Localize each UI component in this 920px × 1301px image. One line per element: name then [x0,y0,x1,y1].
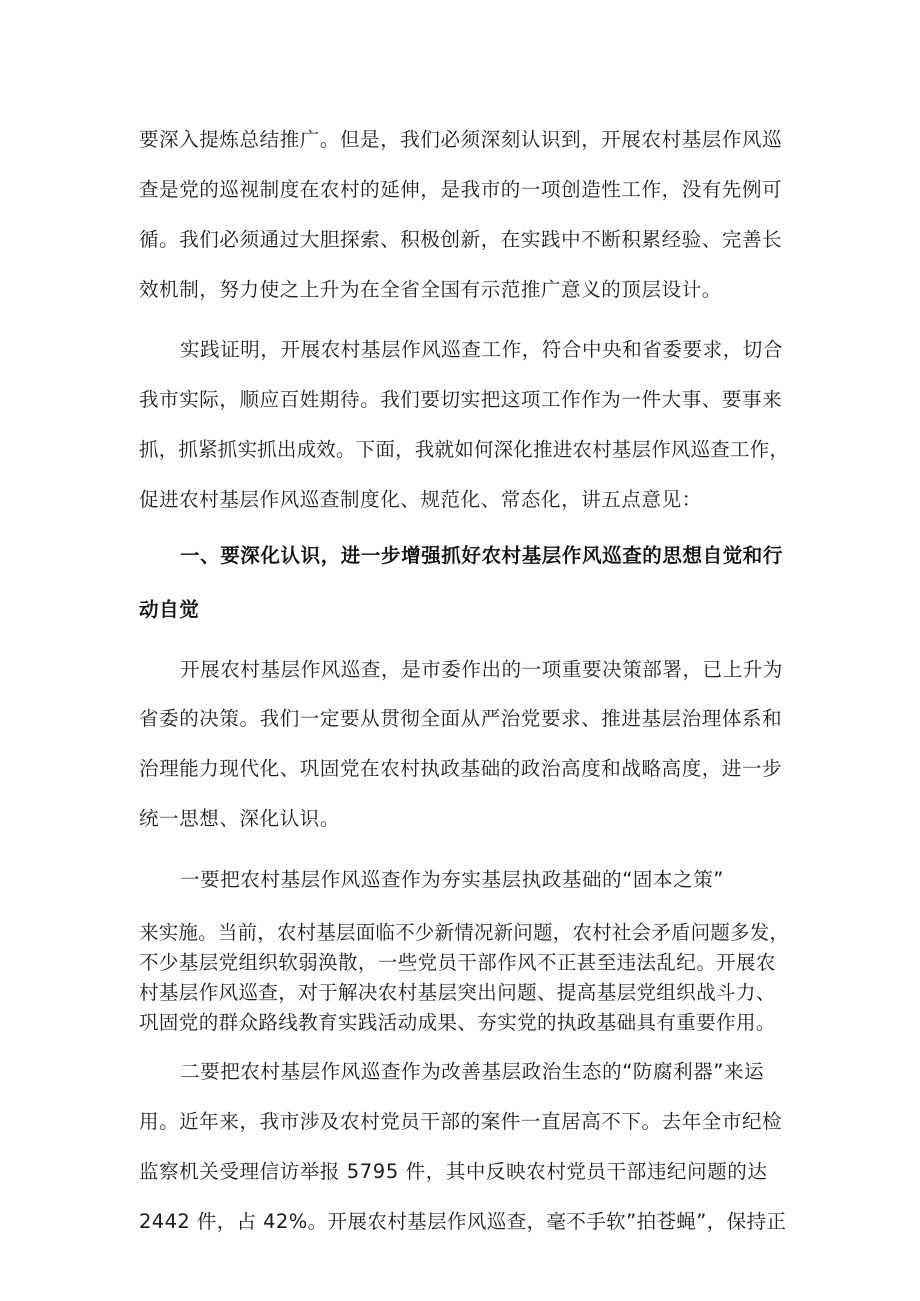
paragraph-3-line-4: 统一思想、深化认识。 [139,807,341,830]
paragraph-5-line-1: 来实施。当前，农村基层面临不少新情况新问题，农村社会矛盾问题多发， [139,921,790,944]
paragraph-2-line-2: 我市实际，顺应百姓期待。我们要切实把这项工作作为一件大事、要事来 [139,388,783,411]
paragraph-3-line-2: 省委的决策。我们一定要从贯彻全面从严治党要求、推进基层治理体系和 [139,707,783,730]
paragraph-1-line-2: 查是党的巡视制度在农村的延伸，是我市的一项创造性工作，没有先例可 [139,178,783,201]
section-heading-line-1: 一、要深化认识，进一步增强抓好农村基层作风巡查的思想自觉和行 [180,544,784,567]
section-heading-line-2: 动自觉 [139,598,200,621]
paragraph-6-line-4: 2442 件，占 42%。开展农村基层作风巡查，毫不手软”拍苍蝇”，保持正 [139,1210,787,1233]
paragraph-2-line-1: 实践证明，开展农村基层作风巡查工作，符合中央和省委要求，切合 [180,338,784,361]
paragraph-5-line-3: 村基层作风巡查，对于解决农村基层突出问题、提高基层党组织战斗力、 [139,981,776,1004]
paragraph-5-line-2: 不少基层党组织软弱涣散，一些党员干部作风不正甚至违法乱纪。开展农 [139,951,776,974]
paragraph-1-line-4: 效机制，努力使之上升为在全省全国有示范推广意义的顶层设计。 [139,278,722,301]
paragraph-3-line-1: 开展农村基层作风巡查，是市委作出的一项重要决策部署，已上升为 [180,658,784,681]
paragraph-4-line-1: 一要把农村基层作风巡查作为夯实基层执政基础的“固本之策” [180,868,725,891]
paragraph-2-line-3: 抓，抓紧抓实抓出成效。下面，我就如何深化推进农村基层作风巡查工作， [139,438,790,461]
paragraph-2-line-4: 促进农村基层作风巡查制度化、规范化、常态化，讲五点意见： [139,488,702,511]
paragraph-1-line-3: 循。我们必须通过大胆探索、积极创新，在实践中不断积累经验、完善长 [139,228,783,251]
paragraph-6-line-2: 用。近年来，我市涉及农村党员干部的案件一直居高不下。去年全市纪检 [139,1110,783,1133]
paragraph-6-line-3: 监察机关受理信访举报 5795 件，其中反映农村党员干部违纪问题的达 [139,1160,768,1183]
paragraph-1-line-1: 要深入提炼总结推广。但是，我们必须深刻认识到，开展农村基层作风巡 [139,128,783,151]
paragraph-3-line-3: 治理能力现代化、巩固党在农村执政基础的政治高度和战略高度，进一步 [139,757,783,780]
paragraph-5-line-4: 巩固党的群众路线教育实践活动成果、夯实党的执政基础具有重要作用。 [139,1011,776,1034]
paragraph-6-line-1: 二要把农村基层作风巡查作为改善基层政治生态的“防腐利器”来运 [180,1060,765,1083]
